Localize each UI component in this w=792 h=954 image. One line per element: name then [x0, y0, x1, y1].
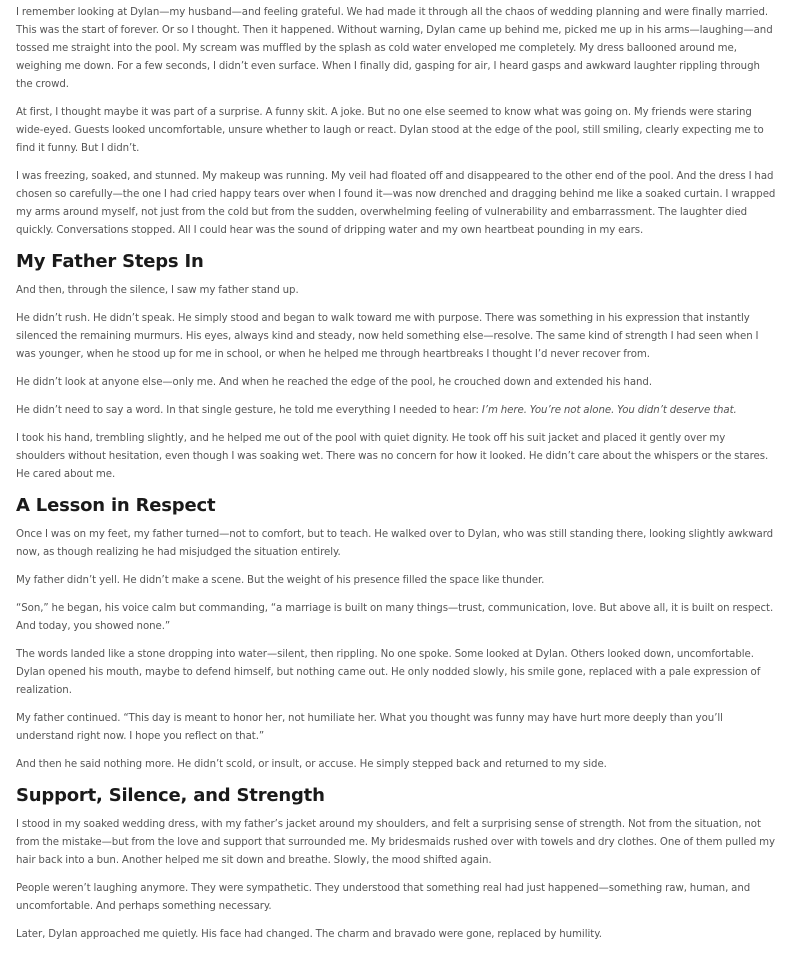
paragraph: He didn’t look at anyone else—only me. And when he reached the edge of the pool, he crouched down and extended his hand.	[16, 377, 653, 388]
paragraph: I stood in my soaked wedding dress, with my father’s jacket around my shoulders, and felt a surprising sense of strength. Not from the situation, not from the mistake—but from the love and support that surrounded me. My bridesmaids rushed over with towels and dry clothes. One of them pulled my hair back into a bun. Another helped me sit down and breathe. Slowly, the mood shifted again.	[16, 819, 776, 866]
paragraph: At first, I thought maybe it was part of a surprise. A funny skit. A joke. But no one else seemed to know what was going on. My friends were staring wide-eyed. Guests looked uncomfortable, unsure whether to laugh or react. Dylan stood at the edge of the pool, still smiling, clearly expecting me to find it funny. But I didn’t.	[16, 107, 764, 154]
paragraph: Later, Dylan approached me quietly. His face had changed. The charm and bravado were gone, replaced by humility.	[16, 929, 602, 940]
paragraph: He didn’t rush. He didn’t speak. He simply stood and began to walk toward me with purpose. There was something in his expression that instantly silenced the remaining murmurs. His eyes, always kind and steady, now held something else—resolve. The same kind of strength I had seen when I was younger, when he stood up for me in school, or when he helped me through heartbreaks I thought I’d never recover from.	[16, 313, 759, 360]
emphasized-quote: I’m here. You’re not alone. You didn’t deserve that.	[481, 405, 737, 416]
paragraph: My father didn’t yell. He didn’t make a scene. But the weight of his presence filled the space like thunder.	[16, 575, 545, 586]
section-heading: A Lesson in Respect	[16, 495, 216, 516]
paragraph: I was freezing, soaked, and stunned. My makeup was running. My veil had floated off and disappeared to the other end of the pool. And the dress I had chosen so carefully—the one I had cried happy tears over when I found it—was now drenched and dragging behind me like a soaked curtain. I wrapped my arms around myself, not just from the cold but from the sudden, overwhelming feeling of vulnerability and embarrassment. The laughter died quickly. Conversations stopped. All I could hear was the sound of dripping water and my own heartbeat pounding in my ears.	[16, 171, 776, 236]
paragraph: Once I was on my feet, my father turned—not to comfort, but to teach. He walked over to Dylan, who was still standing there, looking slightly awkward now, as though realizing he had misjudged the situation entirely.	[16, 529, 774, 558]
paragraph: People weren’t laughing anymore. They were sympathetic. They understood that something real had just happened—something raw, human, and uncomfortable. And perhaps something necessary.	[16, 883, 751, 912]
paragraph: “Son,” he began, his voice calm but commanding, “a marriage is built on many things—trust, communication, love. But above all, it is built on respect. And today, you showed none.”	[16, 603, 774, 632]
paragraph: I remember looking at Dylan—my husband—and feeling grateful. We had made it through all the chaos of wedding planning and were finally married. This was the start of forever. Or so I thought. Then it happened. Without warning, Dylan came up behind me, picked me up in his arms—laughing—and tossed me straight into the pool. My scream was muffled by the splash as cold water enveloped me completely. My dress ballooned around me, weighing me down. For a few seconds, I didn’t even surface. When I finally did, gasping for air, I heard gasps and awkward laughter rippling through the crowd.	[16, 7, 773, 90]
section-heading: Support, Silence, and Strength	[16, 785, 325, 806]
paragraph: The words landed like a stone dropping into water—silent, then rippling. No one spoke. Some looked at Dylan. Others looked down, uncomfortable. Dylan opened his mouth, maybe to defend himself, but nothing came out. He only nodded slowly, his smile gone, replaced with a pale expression of realization.	[16, 649, 761, 696]
paragraph: My father continued. “This day is meant to honor her, not humiliate her. What you thought was funny may have hurt more deeply than you’ll understand right now. I hope you reflect on that.”	[16, 713, 723, 742]
paragraph	[16, 402, 776, 420]
article-body	[16, 4, 776, 954]
paragraph: And then, through the silence, I saw my father stand up.	[16, 285, 299, 296]
paragraph: And then he said nothing more. He didn’t scold, or insult, or accuse. He simply stepped back and returned to my side.	[16, 759, 607, 770]
paragraph-text: He didn’t need to say a word. In that single gesture, he told me everything I needed to hear:	[16, 405, 482, 416]
paragraph: I took his hand, trembling slightly, and he helped me out of the pool with quiet dignity. He took off his suit jacket and placed it gently over my shoulders without hesitation, even though I was soaking wet. There was no concern for how it looked. He didn’t care about the whispers or the stares. He cared about me.	[16, 433, 769, 480]
section-heading: My Father Steps In	[16, 251, 204, 272]
